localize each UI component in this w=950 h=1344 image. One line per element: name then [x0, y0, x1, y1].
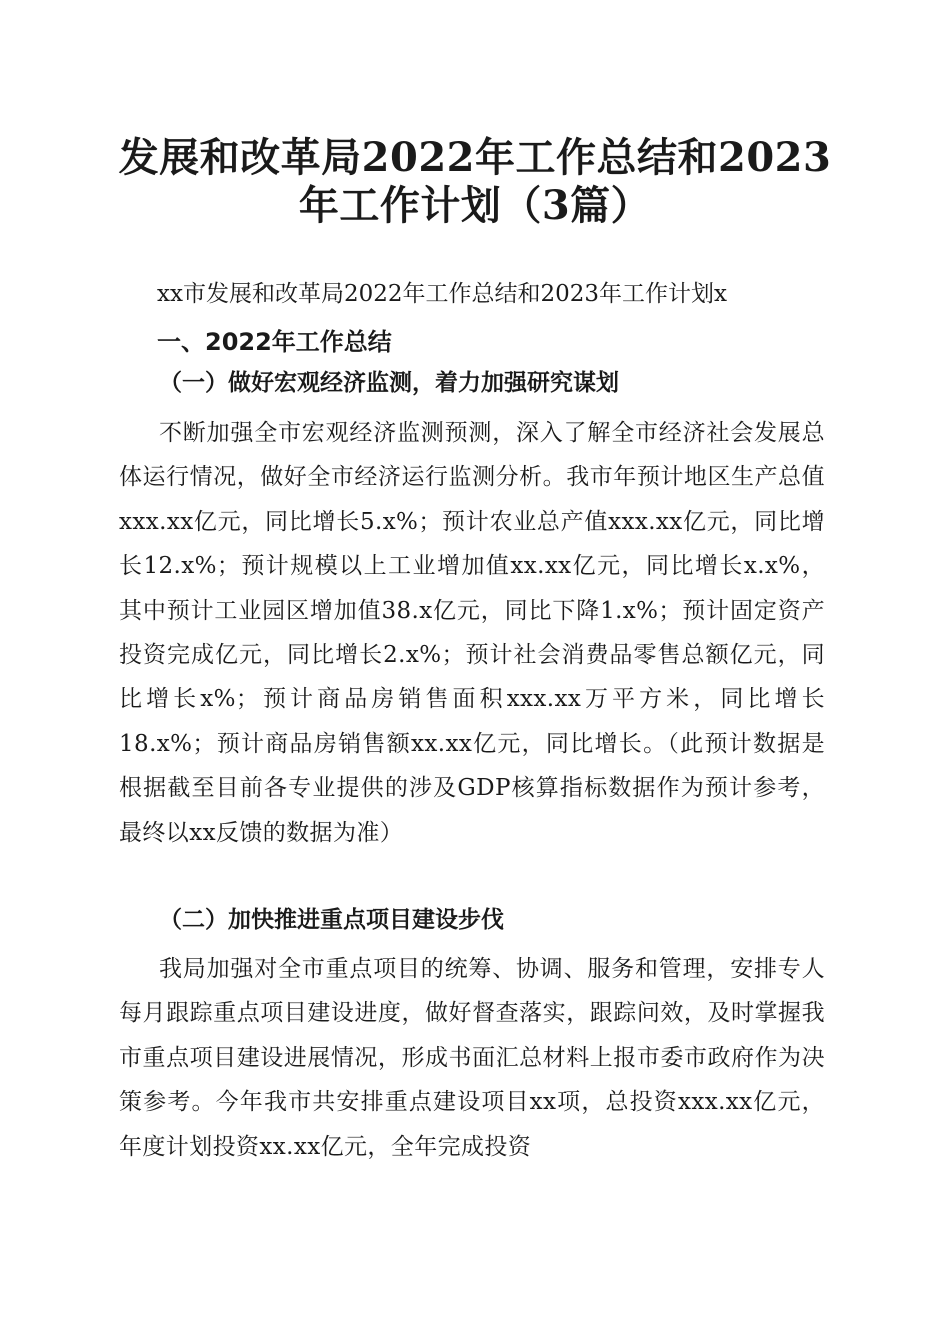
- subsection-heading-1: （一）做好宏观经济监测，着力加强研究谋划: [159, 369, 619, 396]
- section-heading-summary: 一、2022年工作总结: [157, 328, 392, 356]
- subsection-heading-2: （二）加快推进重点项目建设步伐: [159, 906, 504, 933]
- body-paragraph-1: 不断加强全市宏观经济监测预测，深入了解全市经济社会发展总体运行情况，做好全市经济运行监测分析。我市年预计地区生产总值xxx.xx亿元，同比增长5.x%；预计农业总产值xxx.xx亿元，同比增长12.x%；预计规模以上工业增加值xx.xx亿元，同比增长x.x%，其中预计工业园区增加值38.x亿元，同比下降1.x%；预计固定资产投资完成亿元，同比增长2.x%；预计社会消费品零售总额亿元，同比增长x%；预计商品房销售面积xxx.xx万平方米，同比增长18.x%；预计商品房销售额xx.xx亿元，同比增长。（此预计数据是根据截至目前各专业提供的涉及GDP核算指标数据作为预计参考，最终以xx反馈的数据为准）: [119, 420, 825, 846]
- document-subtitle: xx市发展和改革局2022年工作总结和2023年工作计划x: [157, 281, 727, 307]
- document-title: 发展和改革局2022年工作总结和2023年工作计划（3篇）: [118, 134, 832, 229]
- body-paragraph-2: 我局加强对全市重点项目的统筹、协调、服务和管理，安排专人每月跟踪重点项目建设进度，做好督查落实，跟踪问效，及时掌握我市重点项目建设进展情况，形成书面汇总材料上报市委市政府作为决策参考。今年我市共安排重点建设项目xx项，总投资xxx.xx亿元，年度计划投资xx.xx亿元，全年完成投资: [119, 956, 825, 1160]
